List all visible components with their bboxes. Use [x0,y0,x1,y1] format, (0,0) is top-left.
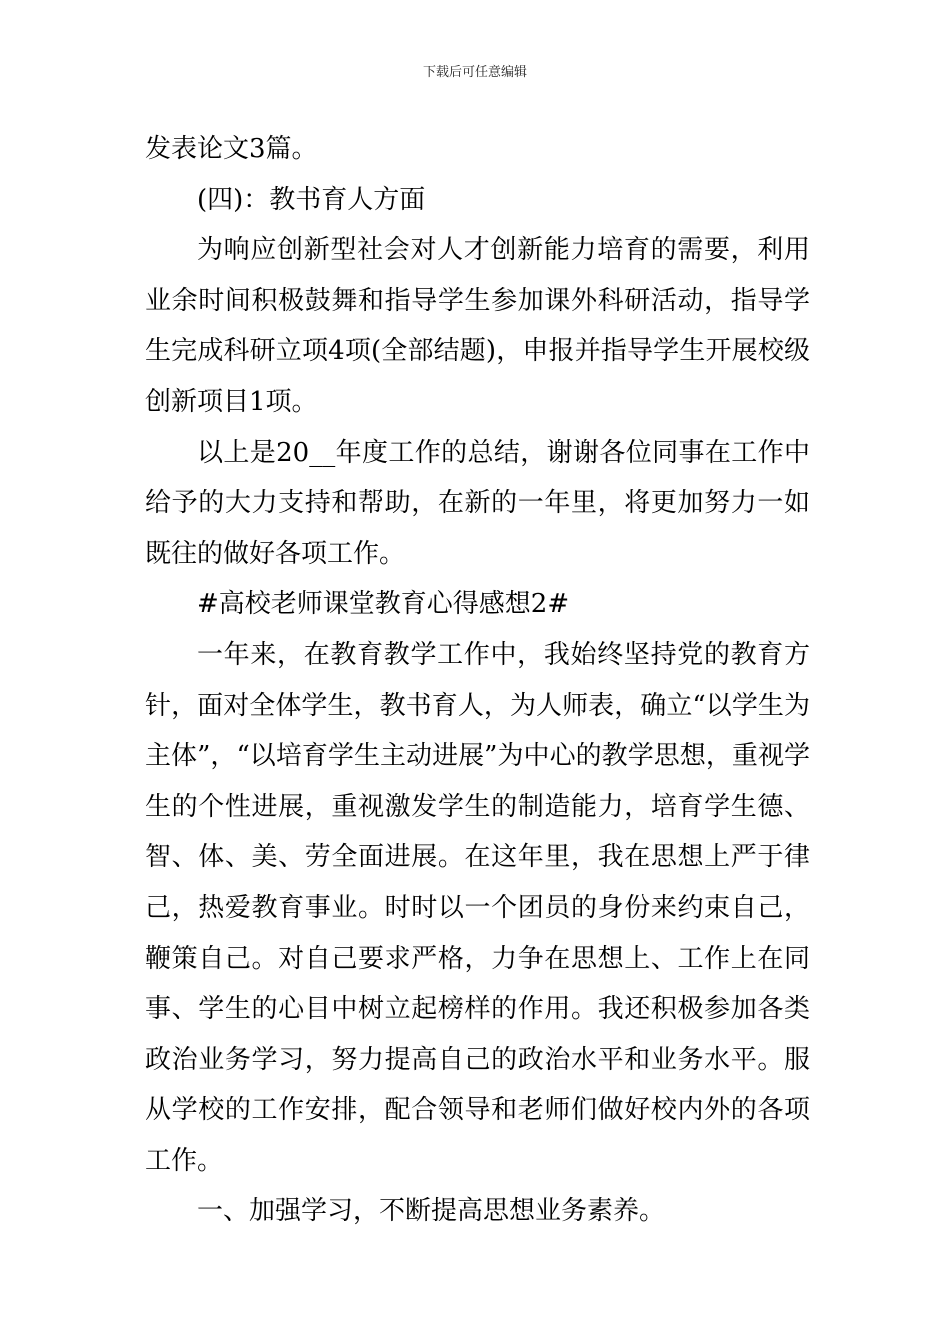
paragraph-1: 发表论文3篇。 [145,134,318,164]
paragraph-2: (四)：教书育人方面 [197,184,426,215]
paragraph-6: 一、加强学习，不断提高思想业务素养。 [197,1196,666,1227]
paragraph-4: 以上是20__年度工作的总结，谢谢各位同事在工作中给予的大力支持和帮助，在新的一年里，将更加努力一如既往的做好各项工作。 [145,437,810,569]
paragraph-5: 一年来，在教育教学工作中，我始终坚持党的教育方针，面对全体学生，教书育人，为人师表，确立“以学生为主体”，“以培育学生主动进展”为中心的教学思想，重视学生的个性进展，重视激发学生的制造能力，培育学生德、智、体、美、劳全面进展。在这年里，我在思想上严于律己，热爱教育事业。时时以一个团员的身份来约束自己，鞭策自己。对自己要求严格，力争在思想上、工作上在同事、学生的心目中树立起榜样的作用。我还积极参加各类政治业务学习，努力提高自己的政治水平和业务水平。服从学校的工作安排，配合领导和老师们做好校内外的各项工作。 [145,639,810,1176]
document-body [145,124,810,1237]
paragraph-3: 为响应创新型社会对人才创新能力培育的需要，利用业余时间积极鼓舞和指导学生参加课外科研活动，指导学生完成科研立项4项(全部结题)，申报并指导学生开展校级创新项目1项。 [145,235,810,417]
header-note: 下载后可任意编辑 [422,65,527,80]
section-title: #高校老师课堂教育心得感想2# [197,589,570,620]
